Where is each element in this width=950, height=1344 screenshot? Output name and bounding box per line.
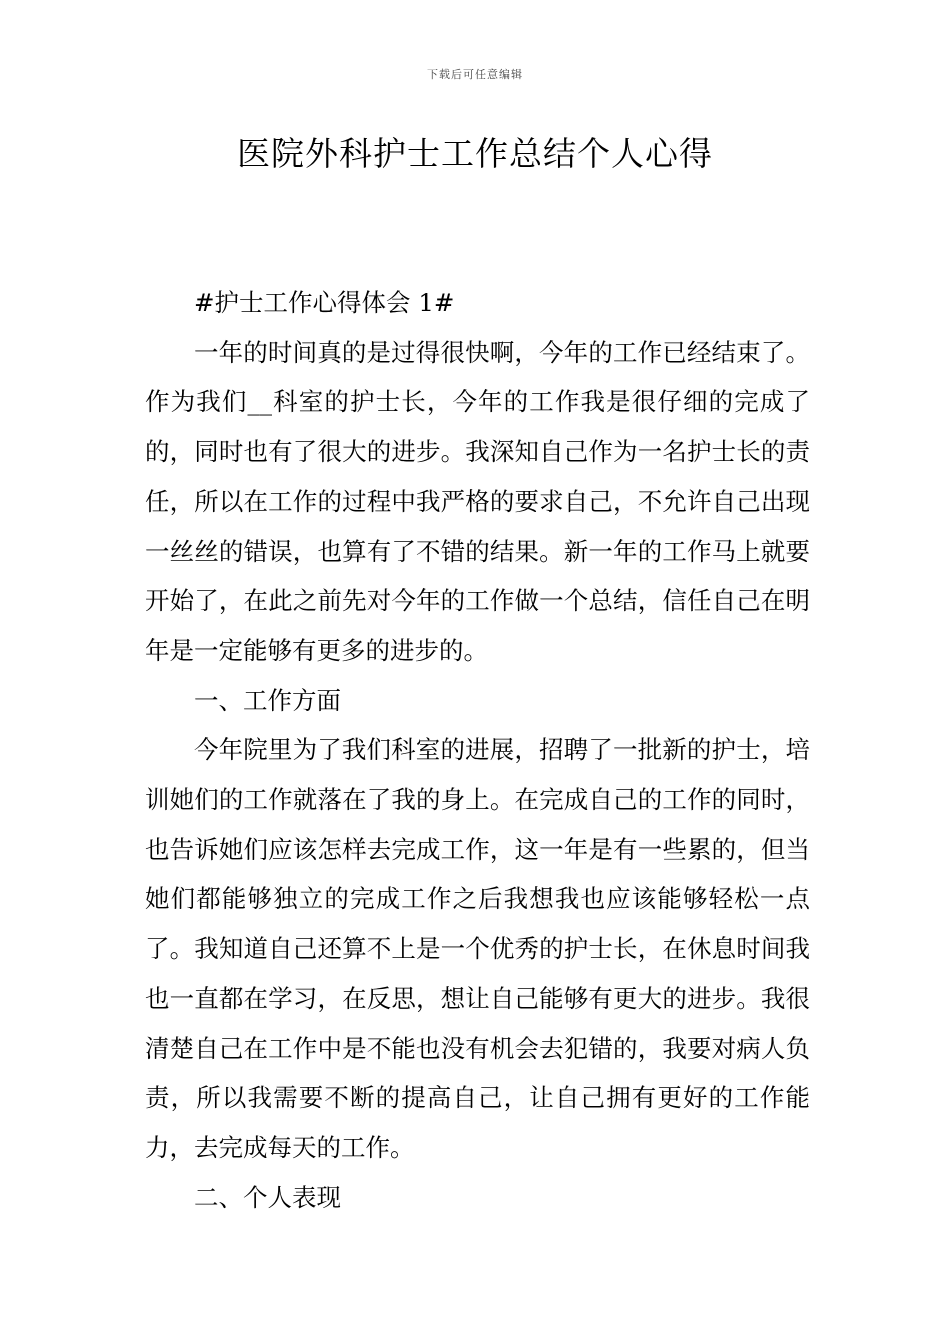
- header-note: 下载后可任意编辑: [427, 68, 523, 81]
- document-body: [145, 278, 810, 1222]
- section-heading-personal: 二、个人表现: [194, 1182, 341, 1212]
- document-title: 医院外科护士工作总结个人心得: [237, 134, 713, 173]
- section-subheading: #护士工作心得体会 1#: [194, 288, 455, 317]
- section-heading-work: 一、工作方面: [194, 685, 341, 715]
- paragraph-intro: 一年的时间真的是过得很快啊，今年的工作已经结束了。作为我们__科室的护士长，今年的工作我是很仔细的完成了的，同时也有了很大的进步。我深知自己作为一名护士长的责任，所以在工作的过程中我严格的要求自己，不允许自己出现一丝丝的错误，也算有了不错的结果。新一年的工作马上就要开始了，在此之前先对今年的工作做一个总结，信任自己在明年是一定能够有更多的进步的。: [145, 337, 810, 665]
- paragraph-work: 今年院里为了我们科室的进展，招聘了一批新的护士，培训她们的工作就落在了我的身上。在完成自己的工作的同时，也告诉她们应该怎样去完成工作，这一年是有一些累的，但当她们都能够独立的完成工作之后我想我也应该能够轻松一点了。我知道自己还算不上是一个优秀的护士长，在休息时间我也一直都在学习，在反思，想让自己能够有更大的进步。我很清楚自己在工作中是不能也没有机会去犯错的，我要对病人负责，所以我需要不断的提高自己，让自己拥有更好的工作能力，去完成每天的工作。: [145, 735, 810, 1162]
